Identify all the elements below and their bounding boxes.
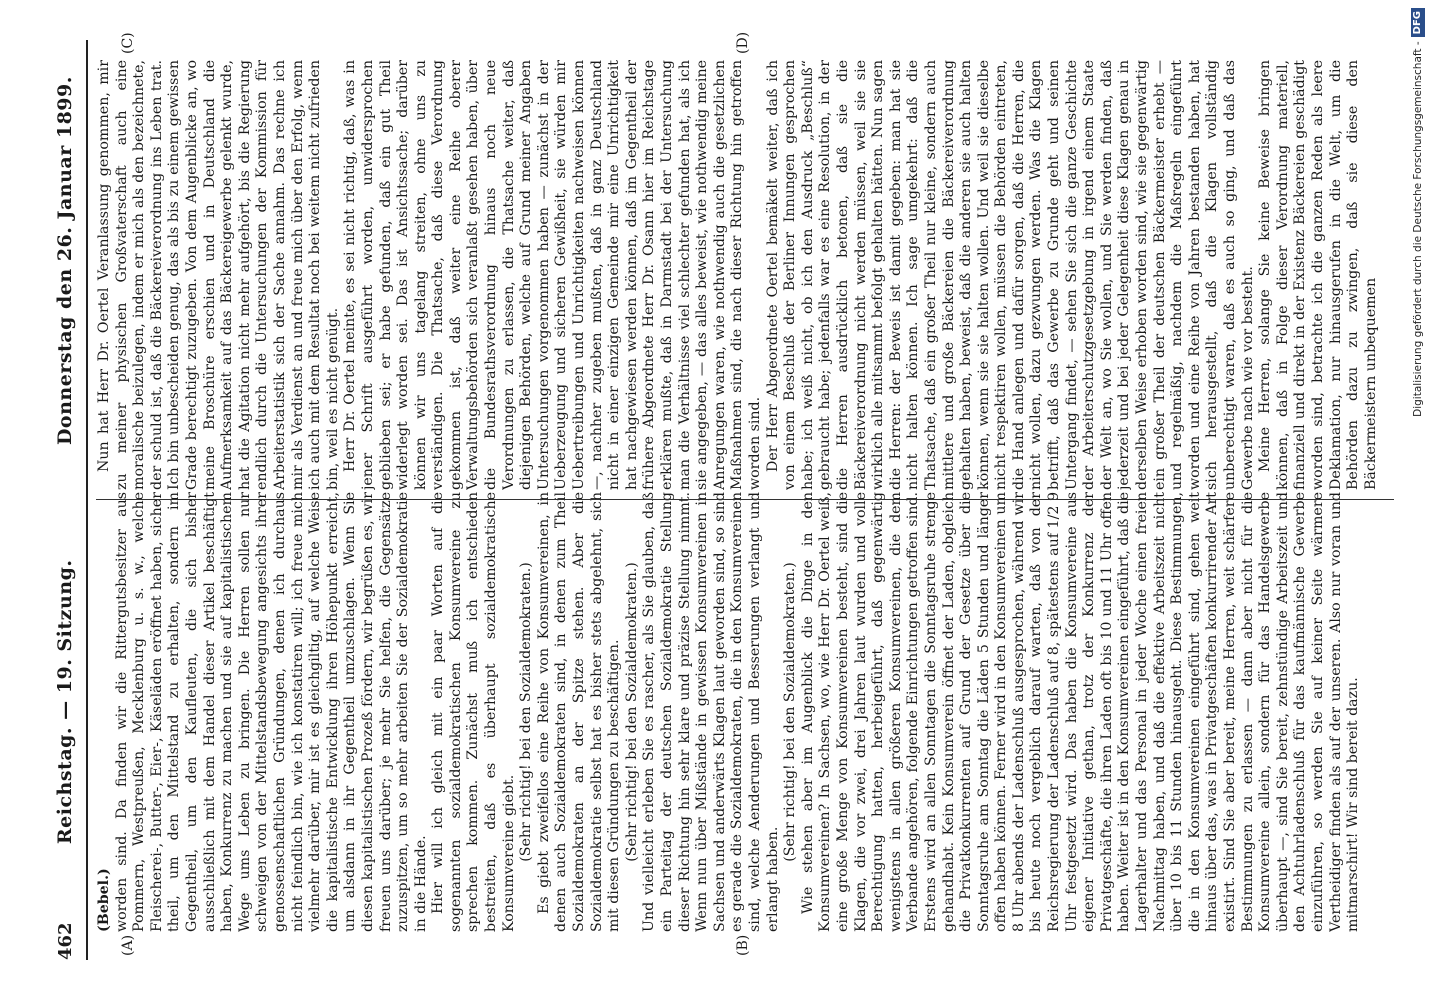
margin-marker-a: (A): [120, 934, 136, 956]
paragraph: Wie stehen aber im Augenblick die Dinge in den Konsumvereinen? In Sachsen, wo, wie Herr Dr. Oertel weiß, eine große Menge von Konsumvereinen besteht, sind die Klagen, die vor zwei, drei Jahren laut wurden und volle Berechtigung hatten, herbeigeführt, daß gegenwärtig wenigstens in allen größeren Konsumvereinen, die dem Verbande angehören, folgende Einrichtungen getroffen sind. Erstens wird an allen Sonntagen die Sonntagsruhe strenge gehandhabt. Kein Konsumverein öffnet der Laden, obgleich die Privatkonkurrenten auf Grund der Gesetze über die Sonntagsruhe am Sonntag die Läden 5 Stunden und länger offen haben können. Ferner wird in den Konsumvereinen um 8 Uhr abends der Ladenschluß ausgesprochen, während wir bis heute noch vergeblich darauf warten, daß von der Reichsregierung der Ladenschluß auf 8, spätestens auf 1/2 9 Uhr festgesetzt wird. Das haben die Konsumvereine aus eigener Initiative gethan, trotz der Konkurrenz der Privatgeschäfte, die ihren Laden oft bis 10 und 11 Uhr offen haben. Weiter ist in den Konsumvereinen eingeführt, daß die Lagerhalter und das Personal in jeder Woche einen freien Nachmittag haben, und daß die effektive Arbeitszeit nicht über 10 bis 11 Stunden hinausgeht. Diese Bestimmungen, die in den Konsumvereinen eingeführt sind, gehen weit hinaus über das, was in Privatgeschäften konkurrirender Art existirt. Sind Sie aber bereit, meine Herren, weit schärfere Bestimmungen zu erlassen — dann aber nicht für die Konsumvereine allein, sondern für das Handelsgewerbe überhaupt —, sind Sie bereit, zehnstündige Arbeitszeit und den Achtuhrladenschluß für das kaufmännische Gewerbe einzuführen, so werden Sie auf keiner Seite wärmere Vertheidiger finden als auf der unseren. Also nur voran und mitmarschirt! Wir sind bereit dazu.: [799, 492, 1362, 932]
speaker-label: (Bebel.): [96, 868, 112, 932]
digitization-note: Digitalisierung gefördert durch die Deutsche Forschungsgemeinschaft -: [1412, 41, 1424, 417]
interjection: (Sehr richtig! bei den Sozialdemokraten.): [782, 562, 799, 862]
paragraph: Es giebt zweifellos eine Reihe von Konsumvereinen, in denen auch Sozialdemokraten sind, in denen zum Theil Sozialdemokraten an der Spitze stehen. Aber die Sozialdemokratie selbst hat es bisher stets abgelehnt, sich mit diesen Gründungen zu beschäftigen.: [535, 492, 623, 932]
paragraph: worden sind. Da finden wir die Rittergutsbesitzer aus Pommern, Westpreußen, Mecklenburg u. s. w., welche Fleischerei-, Butter-, Eier-, Käseläden eröffnet haben, sicher theil, um den Mittelstand zu erhalten, sondern im Gegentheil, um den Kaufleuten, die sich bisher ausschließlich mit dem Handel dieser Artikel beschäftigt haben, Konkurrenz zu machen und sie auf kapitalistischem Wege ums Leben zu bringen. Die Herren sollen nur schweigen von der Mittelstandsbewegung angesichts ihrer genossenschaftlichen Gründungen, denen ich durchaus nicht feindlich bin, wie ich konstatiren will; ich freue mich vielmehr darüber, mir ist es gleichgiltig, auf welche Weise die kapitalistische Entwicklung ihren Höhepunkt erreicht, um alsdann in ihr Gegentheil umzuschlagen. Wenn Sie diesen kapitalistischen Prozeß fördern, wir begrüßen es, wir freuen uns darüber; je mehr Sie helfen, die Gegensätze zuzuspitzen, um so mehr arbeiten Sie der Sozialdemokratie in die Hände.: [113, 492, 429, 932]
paragraph: Hier will ich gleich mit ein paar Worten auf die sogenannten sozialdemokratischen Konsumvereine zu sprechen kommen. Zunächst muß ich entschieden bestreiten, daß es überhaupt sozialdemokratische Konsumvereine giebt.: [430, 492, 517, 932]
margin-marker-d: (D): [735, 31, 751, 54]
paragraph: Nun hat Herr Dr. Oertel Veranlassung genommen, mir zu meiner physischen Großvaterschaft auch eine moralische beizulegen, indem er mich als den bezeichnete, der schuld ist, daß die Bäckereiverordnung ins Leben trat. Ich bin unbescheiden genug, das als bis zu einem gewissen Grade berechtigt zuzugeben. Von dem Augenblicke an, wo meine Broschüre erschien und in Deutschland die Aufmerksamkeit auf das Bäckereigewerbe gelenkt wurde, hat die Agitation nicht mehr aufgehört, bis die Regierung endlich durch die Untersuchungen der Kommission für Arbeiterstatistik sich der Sache annahm. Das rechne ich mir als Verdienst an und freue mich über den Erfolg, wenn ich auch mit dem Resultat noch bei weitem nicht zufrieden bin, weil es nicht genügt.: [96, 60, 341, 490]
paragraph: Herr Dr. Oertel meinte, es sei nicht richtig, daß, was in jener Schrift ausgeführt worden, unwidersprochen geblieben sei; er habe gefunden, daß ein gut Theil widerlegt worden sei. Das ist Ansichtssache; darüber können wir uns tagelang streiten, ohne uns zu verständigen. Die Thatsache, daß diese Verordnung gekommen ist, daß weiter eine Reihe oberer Verwaltungsbehörden sich veranlaßt gesehen haben, über die Bundesrathsverordnung hinaus noch neue Verordnungen zu erlassen, die Thatsache weiter, daß diejenigen Behörden, welche auf Grund meiner Angaben Untersuchungen vorgenommen haben — zunächst in der Ueberzeugung und sicheren Gewißheit, sie würden mir Uebertreibungen und Unrichtigkeiten nachweisen können —, nachher zugeben mußten, daß in ganz Deutschland nicht in einer einzigen Gemeinde mir eine Unrichtigkeit hat nachgewiesen werden können, daß im Gegentheil der frühere Abgeordnete Herr Dr. Osann hier im Reichstage erklären mußte, daß in Darmstadt bei der Untersuchung man die Verhältnisse viel schlechter gefunden hat, als ich sie angegeben, — das alles beweist, wie nothwendig meine Anregungen waren, wie nothwendig auch die gesetzlichen Maßnahmen sind, die nach dieser Richtung hin getroffen worden sind.: [342, 60, 763, 490]
paragraph: Und vielleicht erleben Sie es rascher, als Sie glauben, daß ein Parteitag der deutschen Sozialdemokratie Stellung dieser Richtung hin sehr klare und präzise Stellung nimmt. Wenn nun über Mißstände in gewissen Konsumvereinen in Sachsen und anderwärts Klagen laut geworden sind, so sind es gerade die Sozialdemokraten, die in den Konsumvereinen sind, welche Aenderungen und Besserungen verlangt und erlangt haben.: [641, 492, 781, 932]
page-header: [48, 40, 82, 960]
margin-marker-c: (C): [120, 32, 136, 54]
paragraph: Meine Herren, solange Sie keine Beweise bringen können, daß in Folge dieser Verordnung materiell, finanziell und direkt in der Existenz Bäckereien geschädigt worden sind, betrachte ich die ganzen Reden als leere Deklamation, nur hinausgerufen in die Welt, um die Behörden dazu zu zwingen, daß sie diese den Bäckermeistern unbequemen: [1257, 60, 1379, 490]
interjection: (Sehr richtig! bei den Sozialdemokraten.): [518, 562, 535, 862]
dfg-logo: DFG: [1411, 8, 1425, 37]
page-number: 462: [54, 922, 76, 960]
text-column-right: [96, 60, 1404, 490]
interjection: (Sehr richtig! bei den Sozialdemokraten.): [623, 562, 640, 862]
margin-marker-b: (B): [735, 934, 751, 956]
digitization-strip: [1404, 8, 1432, 992]
column-divider: [96, 499, 1394, 500]
header-rule: [86, 40, 88, 960]
header-right-title: Donnerstag den 26. Januar 1899.: [54, 76, 76, 446]
header-left-title: Reichstag. — 19. Sitzung.: [54, 559, 76, 845]
text-column-left: [96, 492, 1404, 932]
paragraph: Der Herr Abgeordnete Oertel bemäkelt weiter, daß ich von einem Beschluß der Berliner Innungen gesprochen habe; ich weiß nicht, ob ich den Ausdruck „Beschluß“ gebraucht habe; jedenfalls war es eine Resolution, in der die Herren ausdrücklich betonen, daß sie die Bäckereiverordnung nicht werden müssen, weil sie sie wirklich alle mitsammt befolgt gehalten hätten. Nun sagen die Herren: der Beweis ist damit gegeben: man hat sie nicht halten können. Ich sage umgekehrt: daß die Thatsache, daß ein großer Theil nur kleine, sondern auch mittlere und große Bäckereien die Bäckereiverordnung gehalten haben, beweist, daß die anderen sie auch halten können, wenn sie sie halten wollen. Und weil sie dieselbe nicht respektiren wollen, müssen die Behörden eintreten, die Hand anlegen und dafür sorgen, daß die Herren, die nicht wollen, dazu gezwungen werden. Was die Klagen betrifft, daß das Gewerbe zu Grunde geht und seinen Untergang findet, — sehen Sie sich die ganze Geschichte der Arbeiterschutzgesetzgebung in irgend einem Staate der Welt an, wo Sie wollen, und Sie werden finden, daß jederzeit und bei jeder Gelegenheit diese Klagen genau in derselben Weise erhoben worden sind, wie sie gegenwärtig ein großer Theil der deutschen Bäckermeister erhebt — und regelmäßig, nachdem die Maßregeln eingeführt worden und eine Reihe von Jahren bestanden haben, hat sich herausgestellt, daß die Klagen vollständig unberechtigt waren, daß es auch so ging, und daß das Gewerbe nach wie vor besteht.: [764, 60, 1256, 490]
